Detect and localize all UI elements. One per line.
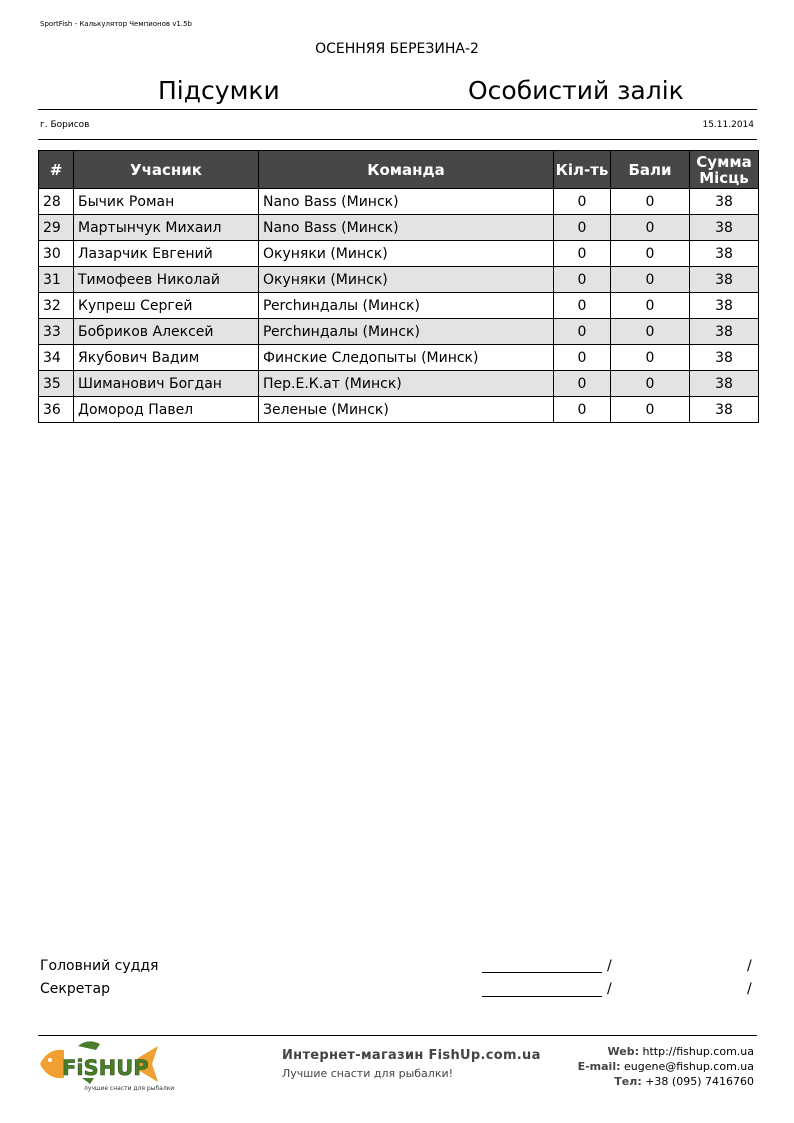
- date: 15.11.2014: [702, 120, 754, 130]
- tel-value: +38 (095) 7416760: [645, 1075, 754, 1088]
- cell-participant: Мартынчук Михаил: [74, 215, 259, 241]
- secretary-slash: /: [607, 981, 612, 997]
- tel-label: Тел:: [614, 1075, 642, 1088]
- secretary-label: Секретар: [40, 981, 110, 997]
- cell-team: Nano Bass (Минск): [259, 189, 554, 215]
- results-table: [38, 150, 759, 423]
- cell-num: 32: [39, 293, 74, 319]
- cell-participant: Домород Павел: [74, 397, 259, 423]
- chief-judge-label: Головний суддя: [40, 958, 159, 974]
- contact-tel: [578, 1074, 754, 1089]
- table-row: [39, 241, 759, 267]
- web-label: Web:: [607, 1045, 640, 1058]
- chief-judge-slash-end: /: [747, 958, 752, 974]
- table-row: [39, 267, 759, 293]
- chief-judge-signature-line: [482, 972, 602, 973]
- cell-participant: Купреш Сергей: [74, 293, 259, 319]
- event-title: ОСЕННЯЯ БЕРЕЗИНА-2: [315, 41, 479, 57]
- cell-sum: 38: [690, 241, 759, 267]
- cell-count: 0: [554, 371, 611, 397]
- web-link[interactable]: http://fishup.com.ua: [642, 1045, 754, 1058]
- cell-participant: Тимофеев Николай: [74, 267, 259, 293]
- cell-points: 0: [611, 189, 690, 215]
- cell-points: 0: [611, 319, 690, 345]
- cell-sum: 38: [690, 345, 759, 371]
- cell-num: 33: [39, 319, 74, 345]
- cell-sum: 38: [690, 293, 759, 319]
- table-header-row: [39, 151, 759, 189]
- cell-count: 0: [554, 241, 611, 267]
- column-header-sum-line2: Місць: [699, 168, 749, 187]
- cell-points: 0: [611, 267, 690, 293]
- cell-count: 0: [554, 397, 611, 423]
- header-divider: [38, 109, 757, 110]
- cell-num: 35: [39, 371, 74, 397]
- cell-participant: Якубович Вадим: [74, 345, 259, 371]
- fish-head-icon: [40, 1050, 64, 1078]
- cell-team: Зеленые (Минск): [259, 397, 554, 423]
- email-label: E-mail:: [577, 1060, 621, 1073]
- shop-tagline: Лучшие снасти для рыбалки!: [282, 1067, 454, 1080]
- contact-email: [578, 1059, 754, 1074]
- cell-count: 0: [554, 215, 611, 241]
- cell-points: 0: [611, 345, 690, 371]
- cell-num: 30: [39, 241, 74, 267]
- cell-participant: Бобриков Алексей: [74, 319, 259, 345]
- cell-count: 0: [554, 267, 611, 293]
- logo-tagline: лучшие снасти для рыбалки: [84, 1085, 175, 1092]
- cell-sum: 38: [690, 319, 759, 345]
- cell-sum: 38: [690, 397, 759, 423]
- cell-points: 0: [611, 215, 690, 241]
- cell-sum: 38: [690, 267, 759, 293]
- chief-judge-slash: /: [607, 958, 612, 974]
- shop-name: Интернет-магазин FishUp.com.ua: [282, 1048, 541, 1063]
- cell-sum: 38: [690, 215, 759, 241]
- table-row: [39, 371, 759, 397]
- cell-num: 36: [39, 397, 74, 423]
- table-row: [39, 397, 759, 423]
- cell-num: 28: [39, 189, 74, 215]
- column-header-num: #: [39, 151, 74, 189]
- cell-num: 29: [39, 215, 74, 241]
- cell-team: Окуняки (Минск): [259, 267, 554, 293]
- cell-participant: Лазарчик Евгений: [74, 241, 259, 267]
- logo-text: FiSHUP: [62, 1056, 149, 1080]
- contacts: [578, 1044, 754, 1089]
- sheet-subtitle: Особистий залік: [468, 76, 684, 105]
- cell-points: 0: [611, 241, 690, 267]
- cell-sum: 38: [690, 371, 759, 397]
- fishup-logo: [38, 1038, 175, 1094]
- subheader-divider: [38, 139, 757, 140]
- cell-team: Perchиндалы (Минск): [259, 293, 554, 319]
- cell-sum: 38: [690, 189, 759, 215]
- email-link[interactable]: eugene@fishup.com.ua: [623, 1060, 754, 1073]
- cell-team: Пер.Е.К.ат (Минск): [259, 371, 554, 397]
- cell-team: Perchиндалы (Минск): [259, 319, 554, 345]
- cell-points: 0: [611, 397, 690, 423]
- sheet-title: Підсумки: [158, 76, 280, 105]
- column-header-points: Бали: [611, 151, 690, 189]
- table-row: [39, 189, 759, 215]
- table-row: [39, 293, 759, 319]
- cell-team: Финские Следопыты (Минск): [259, 345, 554, 371]
- contact-web: [578, 1044, 754, 1059]
- footer-divider: [38, 1035, 757, 1036]
- cell-count: 0: [554, 319, 611, 345]
- table-row: [39, 215, 759, 241]
- cell-team: Окуняки (Минск): [259, 241, 554, 267]
- cell-count: 0: [554, 293, 611, 319]
- app-caption: SportFish - Калькулятор Чемпионов v1.5b: [40, 20, 192, 28]
- column-header-team: Команда: [259, 151, 554, 189]
- location: г. Борисов: [40, 120, 90, 130]
- cell-participant: Шиманович Богдан: [74, 371, 259, 397]
- column-header-sum: [690, 151, 759, 189]
- cell-points: 0: [611, 371, 690, 397]
- column-header-count: Кіл-ть: [554, 151, 611, 189]
- cell-num: 31: [39, 267, 74, 293]
- cell-count: 0: [554, 345, 611, 371]
- table-row: [39, 345, 759, 371]
- table-row: [39, 319, 759, 345]
- cell-count: 0: [554, 189, 611, 215]
- secretary-signature-line: [482, 996, 602, 997]
- column-header-sum-line1: Сумма: [696, 152, 752, 171]
- cell-team: Nano Bass (Минск): [259, 215, 554, 241]
- cell-participant: Бычик Роман: [74, 189, 259, 215]
- cell-points: 0: [611, 293, 690, 319]
- secretary-slash-end: /: [747, 981, 752, 997]
- table-body: [39, 189, 759, 423]
- cell-num: 34: [39, 345, 74, 371]
- column-header-participant: Учасник: [74, 151, 259, 189]
